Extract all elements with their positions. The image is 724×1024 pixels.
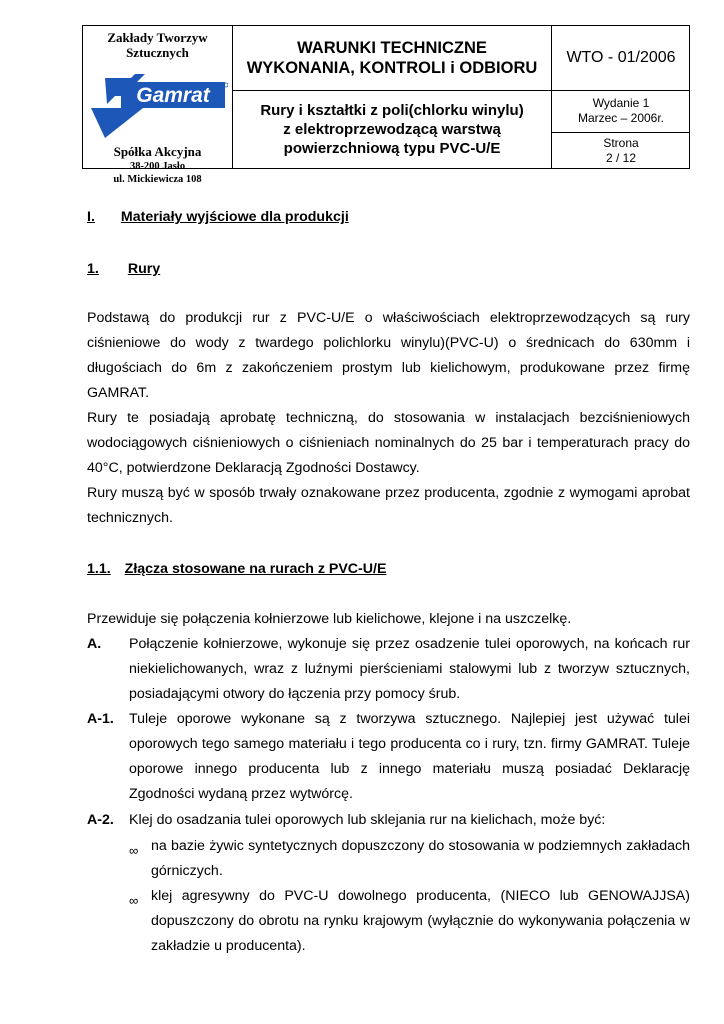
item-label: A.	[87, 636, 102, 652]
bullet-icon: ∞	[129, 843, 139, 858]
document-title: WARUNKI TECHNICZNE WYKONANIA, KONTROLI i ODBIORU	[246, 39, 538, 77]
gamrat-logo	[87, 68, 228, 140]
item-label: A-1.	[87, 711, 114, 727]
document-subtitle: Rury i kształtki z poli(chlorku winylu) z elektroprzewodzącą warstwą powierzchniową typu PVC-U/E	[260, 102, 524, 157]
company-address: 38-200 Jasło ul. Mickiewicza 108	[113, 161, 202, 185]
company-name: Zakłady Tworzyw Sztucznych	[107, 30, 208, 60]
paragraph: Rury muszą być w sposób trwały oznakowane przez producenta, zgodnie z wymogami aprobat technicznych.	[87, 485, 690, 526]
edition-info: Wydanie 1 Marzec – 2006r.	[577, 96, 665, 125]
paragraph: Tuleje oporowe wykonane są z tworzywa sztucznego. Najlepiej jest używać tulei oporowych tego samego materiału i tego producenta co i rury, tzn. firmy GAMRAT. Tuleje oporowe innego producenta lub z innego materiału muszą posiadać Deklarację Zgodności wydaną przez wytwórcę.	[129, 711, 690, 802]
document-code: WTO - 01/2006	[566, 49, 676, 66]
paragraph: Połączenie kołnierzowe, wykonuje się przez osadzenie tulei oporowych, na końcach rur niekielichowanych, wraz z luźnymi pierścieniami stalowymi lub z tworzyw sztucznych, posiadającymi otwory do łączenia przy pomocy śrub.	[129, 636, 690, 702]
paragraph: Przewiduje się połączenia kołnierzowe lub kielichowe, klejone i na uszczelkę.	[87, 611, 572, 627]
paragraph: Klej do osadzania tulei oporowych lub sklejania rur na kielichach, może być:	[129, 812, 606, 828]
paragraph: Podstawą do produkcji rur z PVC-U/E o właściwościach elektroprzewodzących są rury ciśnieniowe do wody z twardego polichlorku winylu)(PVC-U) o średnicach do 630mm i długościach do 6m z zakończeniem prostym lub kielichowym, produkowane przez firmę GAMRAT.	[87, 310, 690, 401]
section-heading: I. Materiały wyjściowe dla produkcji	[87, 209, 349, 225]
page-number: Strona 2 / 12	[603, 135, 639, 165]
paragraph: na bazie żywic syntetycznych dopuszczony do stosowania w podziemnych zakładach górniczych.	[151, 838, 690, 879]
document-header	[82, 25, 690, 185]
paragraph: klej agresywny do PVC-U dowolnego producenta, (NIECO lub GENOWAJJSA) dopuszczony do obrotu na rynku krajowym (wyłącznie do wykonywania połączenia w zakładzie u producenta).	[151, 888, 690, 954]
section-heading: 1.1. Złącza stosowane na rurach z PVC-U/E	[87, 561, 387, 577]
paragraph: Rury te posiadają aprobatę techniczną, do stosowania w instalacjach bezciśnieniowych wodociągowych ciśnieniowych o ciśnieniach nominalnych do 25 bar i temperaturach pracy do 40°C, potwierdzone Deklaracją Zgodności Dostawcy.	[87, 410, 690, 476]
company-form: Spółka Akcyjna	[113, 144, 202, 159]
item-label: A-2.	[87, 812, 114, 828]
section-heading: 1. Rury	[87, 261, 161, 277]
bullet-icon: ∞	[129, 893, 139, 908]
logo-text: Gamrat	[136, 84, 210, 107]
